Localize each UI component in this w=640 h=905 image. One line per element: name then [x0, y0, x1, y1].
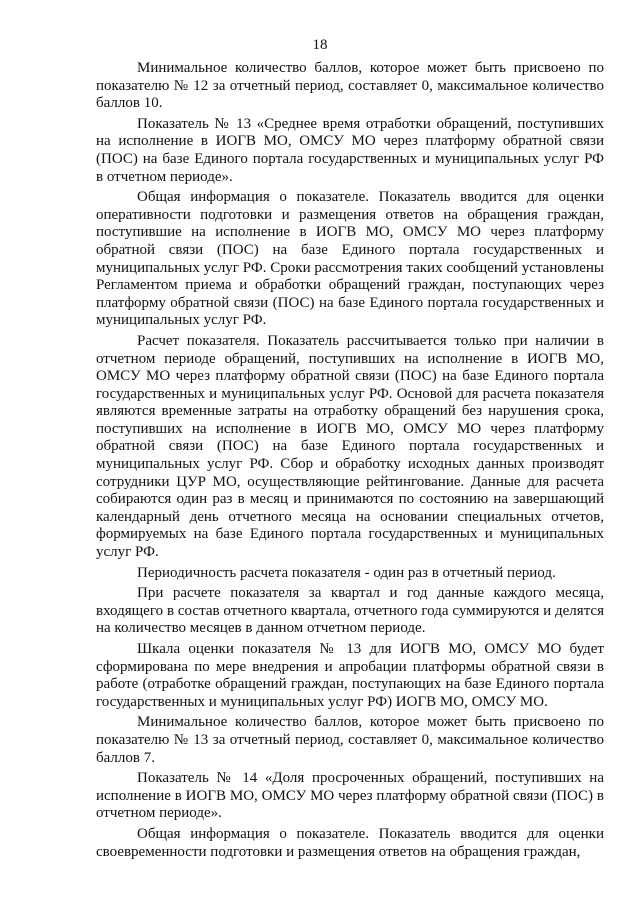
paragraph-min-score-12: Минимальное количество баллов, которое может быть присвоено по показателю № 12 за отчетный период, составляет 0, максимальное количество баллов 10. — [96, 60, 604, 112]
page-number: 18 — [312, 37, 328, 53]
document-body — [96, 60, 604, 864]
paragraph-quarter-year-calculation: При расчете показателя за квартал и год данные каждого месяца, входящего в состав отчетного квартала, отчетного года суммируются и делятся на количество месяцев в данном отчетном периоде. — [96, 585, 604, 637]
paragraph-indicator-13-calculation: Расчет показателя. Показатель рассчитывается только при наличии в отчетном периоде обращений, поступивших на исполнение в ИОГВ МО, ОМСУ МО через платформу обратной связи (ПОС) на базе Единого портала государственных и муниципальных услуг РФ. Основой для расчета показателя являются временные затраты на отработку обращений без нарушения срока, поступивших на исполнение в ИОГВ МО, ОМСУ МО через платформу обратной связи (ПОС) на базе Единого портала государственных и муниципальных услуг РФ. Сбор и обработку исходных данных производят сотрудники ЦУР МО, осуществляющие рейтингование. Данные для расчета собираются один раз в месяц и принимаются по состоянию на завершающий календарный день отчетного месяца на основании специальных отчетов, формируемых на базе Единого портала государственных и муниципальных услуг РФ. — [96, 332, 604, 561]
paragraph-indicator-14-title: Показатель № 14 «Доля просроченных обращений, поступивших на исполнение в ИОГВ МО, ОМСУ МО через платформу обратной связи (ПОС) в отчетном периоде». — [96, 770, 604, 822]
paragraph-indicator-13-scale: Шкала оценки показателя № 13 для ИОГВ МО, ОМСУ МО будет сформирована по мере внедрения и апробации платформы обратной связи в работе (отработке обращений граждан, поступающих на базе Единого портала государственных и муниципальных услуг РФ) ИОГВ МО, ОМСУ МО. — [96, 641, 604, 710]
paragraph-indicator-13-title: Показатель № 13 «Среднее время отработки обращений, поступивших на исполнение в ИОГВ МО, ОМСУ МО через платформу обратной связи (ПОС) на базе Единого портала государственных и муниципальных услуг РФ в отчетном периоде». — [96, 115, 604, 185]
paragraph-indicator-14-general-info: Общая информация о показателе. Показатель вводится для оценки своевременности подготовки и размещения ответов на обращения граждан, — [96, 825, 604, 860]
paragraph-indicator-13-general-info: Общая информация о показателе. Показатель вводится для оценки оперативности подготовки и размещения ответов на обращения граждан, поступившие на исполнение в ИОГВ МО, ОМСУ МО через платформу обратной связи (ПОС) на базе Единого портала государственных и муниципальных услуг РФ. Сроки рассмотрения таких сообщений установлены Регламентом приема и обработки обращений граждан, поступающих через платформу обратной связи (ПОС) на базе Единого портала государственных и муниципальных услуг РФ. — [96, 189, 604, 329]
paragraph-calculation-periodicity: Периодичность расчета показателя - один раз в отчетный период. — [137, 564, 556, 581]
paragraph-min-score-13: Минимальное количество баллов, которое может быть присвоено по показателю № 13 за отчетный период, составляет 0, максимальное количество баллов 7. — [96, 714, 604, 766]
